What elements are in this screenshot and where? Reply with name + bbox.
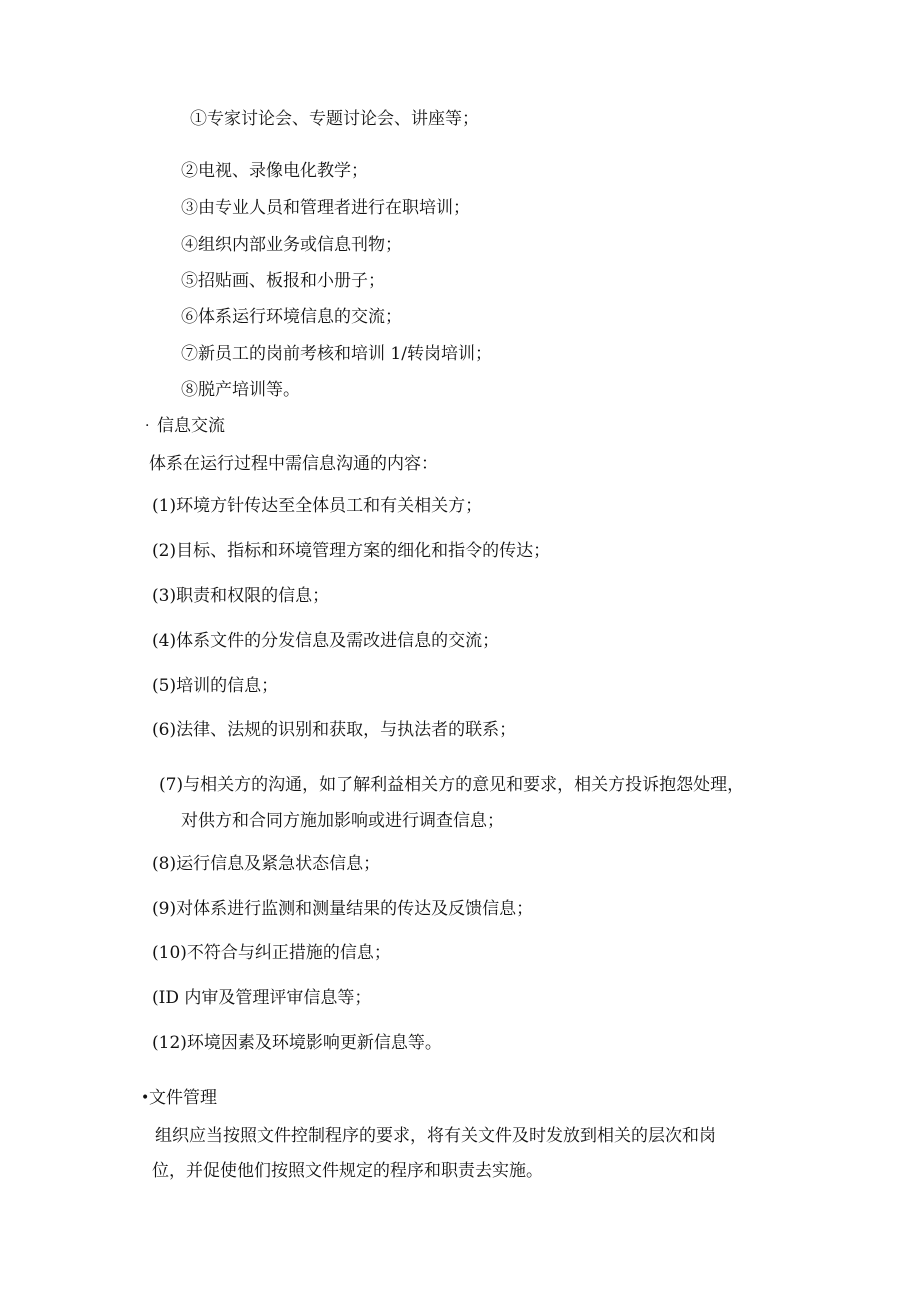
training-method-item: ③由专业人员和管理者进行在职培训； xyxy=(181,198,470,218)
training-method-item: ⑧脱产培训等。 xyxy=(181,380,300,400)
training-method-item: ⑤招贴画、板报和小册子； xyxy=(181,271,385,291)
info-item: (7)与相关方的沟通，如了解利益相关方的意见和要求，相关方投诉抱怨处理， xyxy=(159,775,745,795)
document-management-paragraph-line: 位，并促使他们按照文件规定的程序和职责去实施。 xyxy=(152,1161,543,1181)
section-heading-document-management: 文件管理 xyxy=(149,1088,217,1108)
info-item: (5)培训的信息； xyxy=(152,676,279,696)
info-item: (12)环境因素及环境影响更新信息等。 xyxy=(152,1033,442,1053)
training-method-item: ⑦新员工的岗前考核和培训 1/转岗培训； xyxy=(181,344,492,364)
info-item: (1)环境方针传达至全体员工和有关相关方； xyxy=(152,496,483,516)
info-item: (8)运行信息及紧急状态信息； xyxy=(152,854,381,874)
training-method-item: ①专家讨论会、专题讨论会、讲座等； xyxy=(190,109,479,129)
info-item: (6)法律、法规的识别和获取，与执法者的联系； xyxy=(152,720,517,740)
section-bullet: • xyxy=(141,1090,150,1106)
info-item: (4)体系文件的分发信息及需改进信息的交流； xyxy=(152,631,500,651)
section-intro: 体系在运行过程中需信息沟通的内容： xyxy=(149,454,438,474)
document-management-paragraph-line: 组织应当按照文件控制程序的要求，将有关文件及时发放到相关的层次和岗 xyxy=(155,1126,716,1146)
training-method-item: ④组织内部业务或信息刊物； xyxy=(181,235,402,255)
info-item: (10)不符合与纠正措施的信息； xyxy=(152,943,391,963)
info-item: (3)职责和权限的信息； xyxy=(152,586,330,606)
section-bullet: · xyxy=(145,418,150,434)
info-item: (ID 内审及管理评审信息等； xyxy=(152,988,372,1008)
info-item: (9)对体系进行监测和测量结果的传达及反馈信息； xyxy=(152,899,534,919)
info-item: (2)目标、指标和环境管理方案的细化和指令的传达； xyxy=(152,541,551,561)
info-item-continuation: 对供方和合同方施加影响或进行调查信息； xyxy=(181,811,504,831)
training-method-item: ⑥体系运行环境信息的交流； xyxy=(181,307,402,327)
training-method-item: ②电视、录像电化教学； xyxy=(181,161,368,181)
section-heading-info-exchange: 信息交流 xyxy=(157,416,225,436)
